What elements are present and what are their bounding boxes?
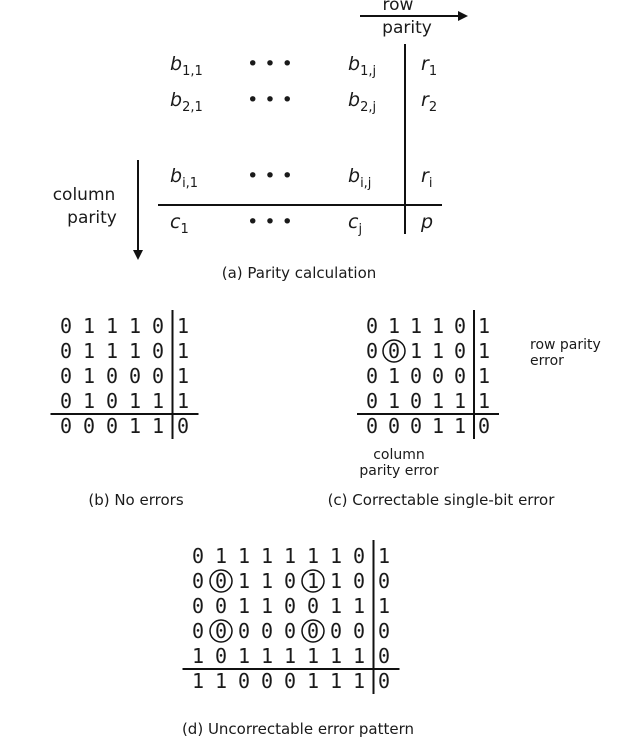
bit-cell: 1 [128, 389, 142, 413]
column-parity-error-label-line1: column [373, 447, 425, 463]
bit-cell: 0 [409, 364, 423, 388]
bit-cell: 0 [59, 314, 73, 338]
symbol-r-i: $r_i$ [421, 165, 433, 191]
symbol-r-2: $r_2$ [421, 89, 438, 115]
bit-cell: 0 [431, 364, 445, 388]
bit-cell: 0 [214, 594, 228, 618]
bit-cell: 0 [237, 619, 251, 643]
column-parity-bit: 1 [191, 669, 205, 693]
bit-cell: 0 [105, 389, 119, 413]
bit-cell: 0 [283, 569, 297, 593]
bit-cell: 1 [409, 314, 423, 338]
bit-cell: 0 [191, 569, 205, 593]
column-parity-bit: 1 [151, 414, 165, 438]
column-parity-bit: 0 [105, 414, 119, 438]
bit-cell: 1 [237, 544, 251, 568]
bit-cell: 0 [214, 569, 228, 593]
bit-cell: 1 [431, 314, 445, 338]
bit-cell: 0 [306, 619, 320, 643]
bit-cell: 1 [387, 389, 401, 413]
column-parity-bit: 0 [283, 669, 297, 693]
bit-cell: 1 [453, 389, 467, 413]
bit-cell: 1 [82, 339, 96, 363]
bit-cell: 1 [306, 544, 320, 568]
column-parity-error-label-line2: parity error [359, 463, 439, 479]
symbol-b-2-1: $b_{2,1}$ [170, 89, 203, 115]
bit-cell: 1 [283, 644, 297, 668]
bit-cell: 1 [387, 314, 401, 338]
bit-cell: 0 [409, 389, 423, 413]
column-parity-bit: 0 [365, 414, 379, 438]
caption-a: (a) Parity calculation [221, 264, 377, 282]
row-parity-bit: 1 [477, 339, 491, 363]
bit-cell: 1 [329, 644, 343, 668]
column-parity-bit: 0 [237, 669, 251, 693]
column-parity-bit: 0 [409, 414, 423, 438]
bit-cell: 0 [59, 389, 73, 413]
column-parity-bit: 1 [453, 414, 467, 438]
row-parity-bit: 1 [176, 389, 190, 413]
bit-cell: 1 [260, 644, 274, 668]
bit-cell: 1 [352, 594, 366, 618]
symbol-b-1-1: $b_{1,1}$ [170, 53, 203, 79]
bit-cell: 1 [214, 544, 228, 568]
bit-cell: 1 [151, 389, 165, 413]
bit-cell: 0 [59, 339, 73, 363]
row-parity-bit: 1 [477, 314, 491, 338]
bit-cell: 0 [453, 339, 467, 363]
bit-cell: 1 [82, 364, 96, 388]
caption-c: (c) Correctable single-bit error [327, 491, 555, 509]
column-parity-bit: 1 [352, 669, 366, 693]
bit-cell: 0 [283, 594, 297, 618]
bit-cell: 0 [214, 644, 228, 668]
ellipsis-dots: • • • [247, 165, 293, 187]
bit-cell: 1 [82, 314, 96, 338]
symbol-b-2-j: $b_{2,j}$ [348, 89, 377, 115]
bit-cell: 1 [306, 569, 320, 593]
bit-cell: 1 [431, 339, 445, 363]
bit-cell: 0 [306, 594, 320, 618]
column-parity-bit: 0 [59, 414, 73, 438]
symbol-r-1: $r_1$ [421, 53, 438, 79]
bit-cell: 1 [352, 644, 366, 668]
row-parity-bit: 1 [377, 594, 391, 618]
bit-cell: 0 [352, 619, 366, 643]
bit-cell: 1 [329, 594, 343, 618]
bit-cell: 0 [191, 594, 205, 618]
bit-cell: 0 [365, 364, 379, 388]
bit-cell: 1 [306, 644, 320, 668]
bit-cell: 1 [237, 569, 251, 593]
bit-cell: 1 [283, 544, 297, 568]
column-parity-bit: 1 [306, 669, 320, 693]
bit-cell: 1 [431, 389, 445, 413]
row-parity-bit: 1 [176, 314, 190, 338]
bit-cell: 1 [82, 389, 96, 413]
bit-cell: 0 [365, 339, 379, 363]
bit-cell: 0 [283, 619, 297, 643]
row-parity-bit: 0 [377, 644, 391, 668]
bit-cell: 0 [59, 364, 73, 388]
bit-cell: 0 [365, 389, 379, 413]
bit-cell: 1 [260, 594, 274, 618]
bit-cell: 1 [260, 569, 274, 593]
ellipsis-dots: • • • [247, 89, 293, 111]
bit-cell: 0 [453, 364, 467, 388]
row-parity-bit: 0 [377, 619, 391, 643]
row-parity-error-label-line2: error [530, 353, 564, 369]
column-parity-bit: 0 [387, 414, 401, 438]
bit-cell: 0 [352, 544, 366, 568]
panel-c-correctable-error [357, 310, 499, 439]
bit-cell: 1 [128, 314, 142, 338]
bit-cell: 0 [453, 314, 467, 338]
bit-cell: 1 [105, 339, 119, 363]
bit-cell: 0 [214, 619, 228, 643]
bit-cell: 0 [365, 314, 379, 338]
bit-cell: 1 [409, 339, 423, 363]
row-parity-error-label-line1: row parity [530, 337, 601, 353]
row-parity-bit: 1 [176, 339, 190, 363]
row-parity-bit: 1 [176, 364, 190, 388]
bit-cell: 0 [105, 364, 119, 388]
symbol-p: p [421, 211, 434, 233]
panel-d-uncorrectable-error [183, 540, 400, 694]
row-parity-bit: 0 [377, 569, 391, 593]
ellipsis-dots: • • • [247, 211, 293, 233]
row-parity-bit: 1 [377, 544, 391, 568]
row-parity-bit: 1 [477, 364, 491, 388]
bit-cell: 1 [387, 364, 401, 388]
symbol-b-i-j: $b_{i,j}$ [348, 165, 372, 191]
panel-a-parity-calculation [53, 0, 466, 282]
bit-cell: 0 [191, 544, 205, 568]
column-parity-label-line1: column [52, 185, 116, 205]
bit-cell: 1 [105, 314, 119, 338]
bit-cell: 0 [260, 619, 274, 643]
column-parity-bit: 1 [329, 669, 343, 693]
symbol-b-1-j: $b_{1,j}$ [348, 53, 377, 79]
corner-parity-bit: 0 [477, 414, 491, 438]
bit-cell: 0 [151, 314, 165, 338]
bit-cell: 0 [151, 364, 165, 388]
caption-d: (d) Uncorrectable error pattern [181, 720, 415, 738]
bit-cell: 1 [128, 339, 142, 363]
bit-cell: 1 [260, 544, 274, 568]
column-parity-bit: 0 [82, 414, 96, 438]
caption-b: (b) No errors [88, 491, 184, 509]
bit-cell: 0 [191, 619, 205, 643]
symbol-c-j: $c_j$ [348, 211, 363, 237]
column-parity-bit: 0 [260, 669, 274, 693]
panel-b-no-errors [51, 310, 199, 439]
bit-cell: 0 [352, 569, 366, 593]
bit-cell: 0 [128, 364, 142, 388]
column-parity-bit: 1 [431, 414, 445, 438]
symbol-c-1: $c_1$ [170, 211, 189, 237]
bit-cell: 1 [329, 569, 343, 593]
bit-cell: 0 [151, 339, 165, 363]
column-parity-bit: 1 [214, 669, 228, 693]
bit-cell: 1 [191, 644, 205, 668]
bit-cell: 1 [237, 644, 251, 668]
bit-cell: 1 [237, 594, 251, 618]
bit-cell: 0 [329, 619, 343, 643]
corner-parity-bit: 0 [377, 669, 391, 693]
ellipsis-dots: • • • [247, 53, 293, 75]
row-parity-bit: 1 [477, 389, 491, 413]
column-parity-label-line2: parity [67, 208, 117, 228]
row-parity-label-line2: parity [382, 18, 432, 38]
column-parity-bit: 1 [128, 414, 142, 438]
bit-cell: 0 [387, 339, 401, 363]
symbol-b-i-1: $b_{i,1}$ [170, 165, 199, 191]
row-parity-label-line1: row [382, 0, 414, 15]
bit-cell: 1 [329, 544, 343, 568]
corner-parity-bit: 0 [176, 414, 190, 438]
